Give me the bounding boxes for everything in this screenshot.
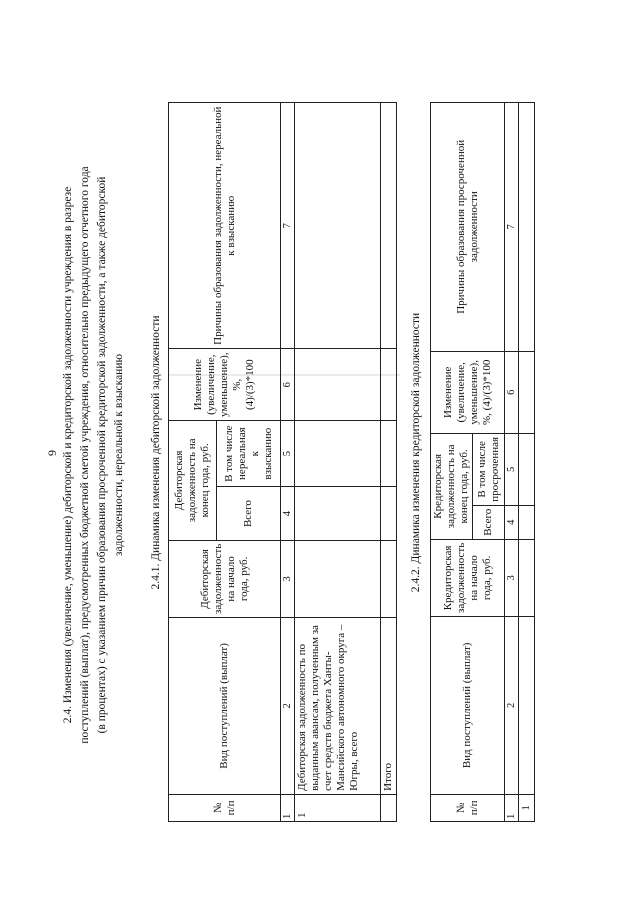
t1-row1-change xyxy=(295,349,381,421)
t2-idx-2: 2 xyxy=(505,617,519,795)
t1-total-row xyxy=(381,103,397,822)
t1-header-num: № п/п xyxy=(169,794,281,821)
t1-header-incl: В том числе нереальная к взысканию xyxy=(217,420,281,486)
table1-title: 2.4.1. Динамика изменения дебиторской задолженности xyxy=(150,315,162,590)
t2-header-num: № п/п xyxy=(431,794,505,821)
t1-header-reasons: Причины образования задолженности, нереальной к взысканию xyxy=(169,103,281,349)
t1-index-row xyxy=(281,103,295,822)
t1-row1-reasons xyxy=(295,103,381,349)
heading-line-3: (в процентах) с указанием причин образования просроченной кредиторской задолженности, а также дебиторской xyxy=(96,176,108,734)
t1-idx-2: 2 xyxy=(281,618,295,795)
section-heading xyxy=(60,135,128,775)
t1-row1-start xyxy=(295,540,381,617)
table2-title: 2.4.2. Динамика изменения кредиторской задолженности xyxy=(410,312,422,593)
t2-data-row xyxy=(519,103,535,822)
t2-row1-num: 1 xyxy=(519,794,535,821)
t1-total-num xyxy=(381,794,397,821)
t2-idx-5: 5 xyxy=(505,433,519,505)
t1-row1-incl xyxy=(295,420,381,486)
t2-idx-3: 3 xyxy=(505,539,519,616)
t1-data-row xyxy=(295,103,381,822)
t1-idx-4: 4 xyxy=(281,487,295,540)
t1-total-incl xyxy=(381,420,397,486)
t1-idx-5: 5 xyxy=(281,420,295,486)
t2-header-reasons: Причины образования просроченной задолженности xyxy=(431,103,505,352)
t1-idx-1: 1 xyxy=(281,794,295,821)
t1-idx-3: 3 xyxy=(281,540,295,617)
t1-header-total: Всего xyxy=(217,487,281,540)
t2-idx-6: 6 xyxy=(505,351,519,433)
t1-row1-num: 1 xyxy=(295,794,381,821)
t2-row1-type xyxy=(519,617,535,795)
t2-index-row xyxy=(505,103,519,822)
t2-row1-incl xyxy=(519,433,535,505)
t1-header-end-group: Дебиторская задолженность на конец года, руб. xyxy=(169,420,217,540)
t2-header-change: Изменение (увеличение, уменьшение), %, (4)/(3)*100 xyxy=(431,351,505,433)
page-number: 9 xyxy=(45,450,59,456)
t1-total-change xyxy=(381,349,397,421)
t2-row1-start xyxy=(519,539,535,616)
t1-row1-total xyxy=(295,487,381,540)
t1-idx-7: 7 xyxy=(281,103,295,349)
t1-row1-type: Дебиторская задолженность по выданным авансам, полученным за счет средств бюджета Ханты-Мансийского автономного округа – Югры, всего xyxy=(295,618,381,795)
t1-total-total xyxy=(381,487,397,540)
t1-total-start xyxy=(381,540,397,617)
t2-row1-reasons xyxy=(519,103,535,352)
t1-header-start: Дебиторская задолженность на начало года, руб. xyxy=(169,540,281,617)
t2-header-total: Всего xyxy=(473,505,505,539)
t1-header-change: Изменение (увеличение, уменьшение), %, (4)/(3)*100 xyxy=(169,349,281,421)
t2-idx-7: 7 xyxy=(505,103,519,352)
t2-header-start: Кредиторская задолженность на начало года, руб. xyxy=(431,539,505,616)
t2-header-incl: В том числе просроченная xyxy=(473,433,505,505)
heading-line-4: задолженности, нереальной к взысканию xyxy=(113,353,125,557)
t1-idx-6: 6 xyxy=(281,349,295,421)
t1-total-reasons xyxy=(381,103,397,349)
t2-row1-total xyxy=(519,505,535,539)
t2-header-end-group: Кредиторская задолженность на конец года, руб. xyxy=(431,433,473,539)
t2-idx-4: 4 xyxy=(505,505,519,539)
t1-header-type: Вид поступлений (выплат) xyxy=(169,618,281,795)
heading-line-1: 2.4. Изменения (увеличение, уменьшение) дебиторской и кредиторской задолженности учреждения в разрезе xyxy=(62,186,74,724)
t2-header-type: Вид поступлений (выплат) xyxy=(431,617,505,795)
heading-line-2: поступлений (выплат), предусмотренных бюджетной сметой учреждения, относительно предыдущего отчетного года xyxy=(79,166,91,744)
t2-idx-1: 1 xyxy=(505,794,519,821)
t1-total-label: Итого xyxy=(381,618,397,795)
payables-table xyxy=(430,102,535,822)
t2-row1-change xyxy=(519,351,535,433)
receivables-table xyxy=(168,102,397,822)
